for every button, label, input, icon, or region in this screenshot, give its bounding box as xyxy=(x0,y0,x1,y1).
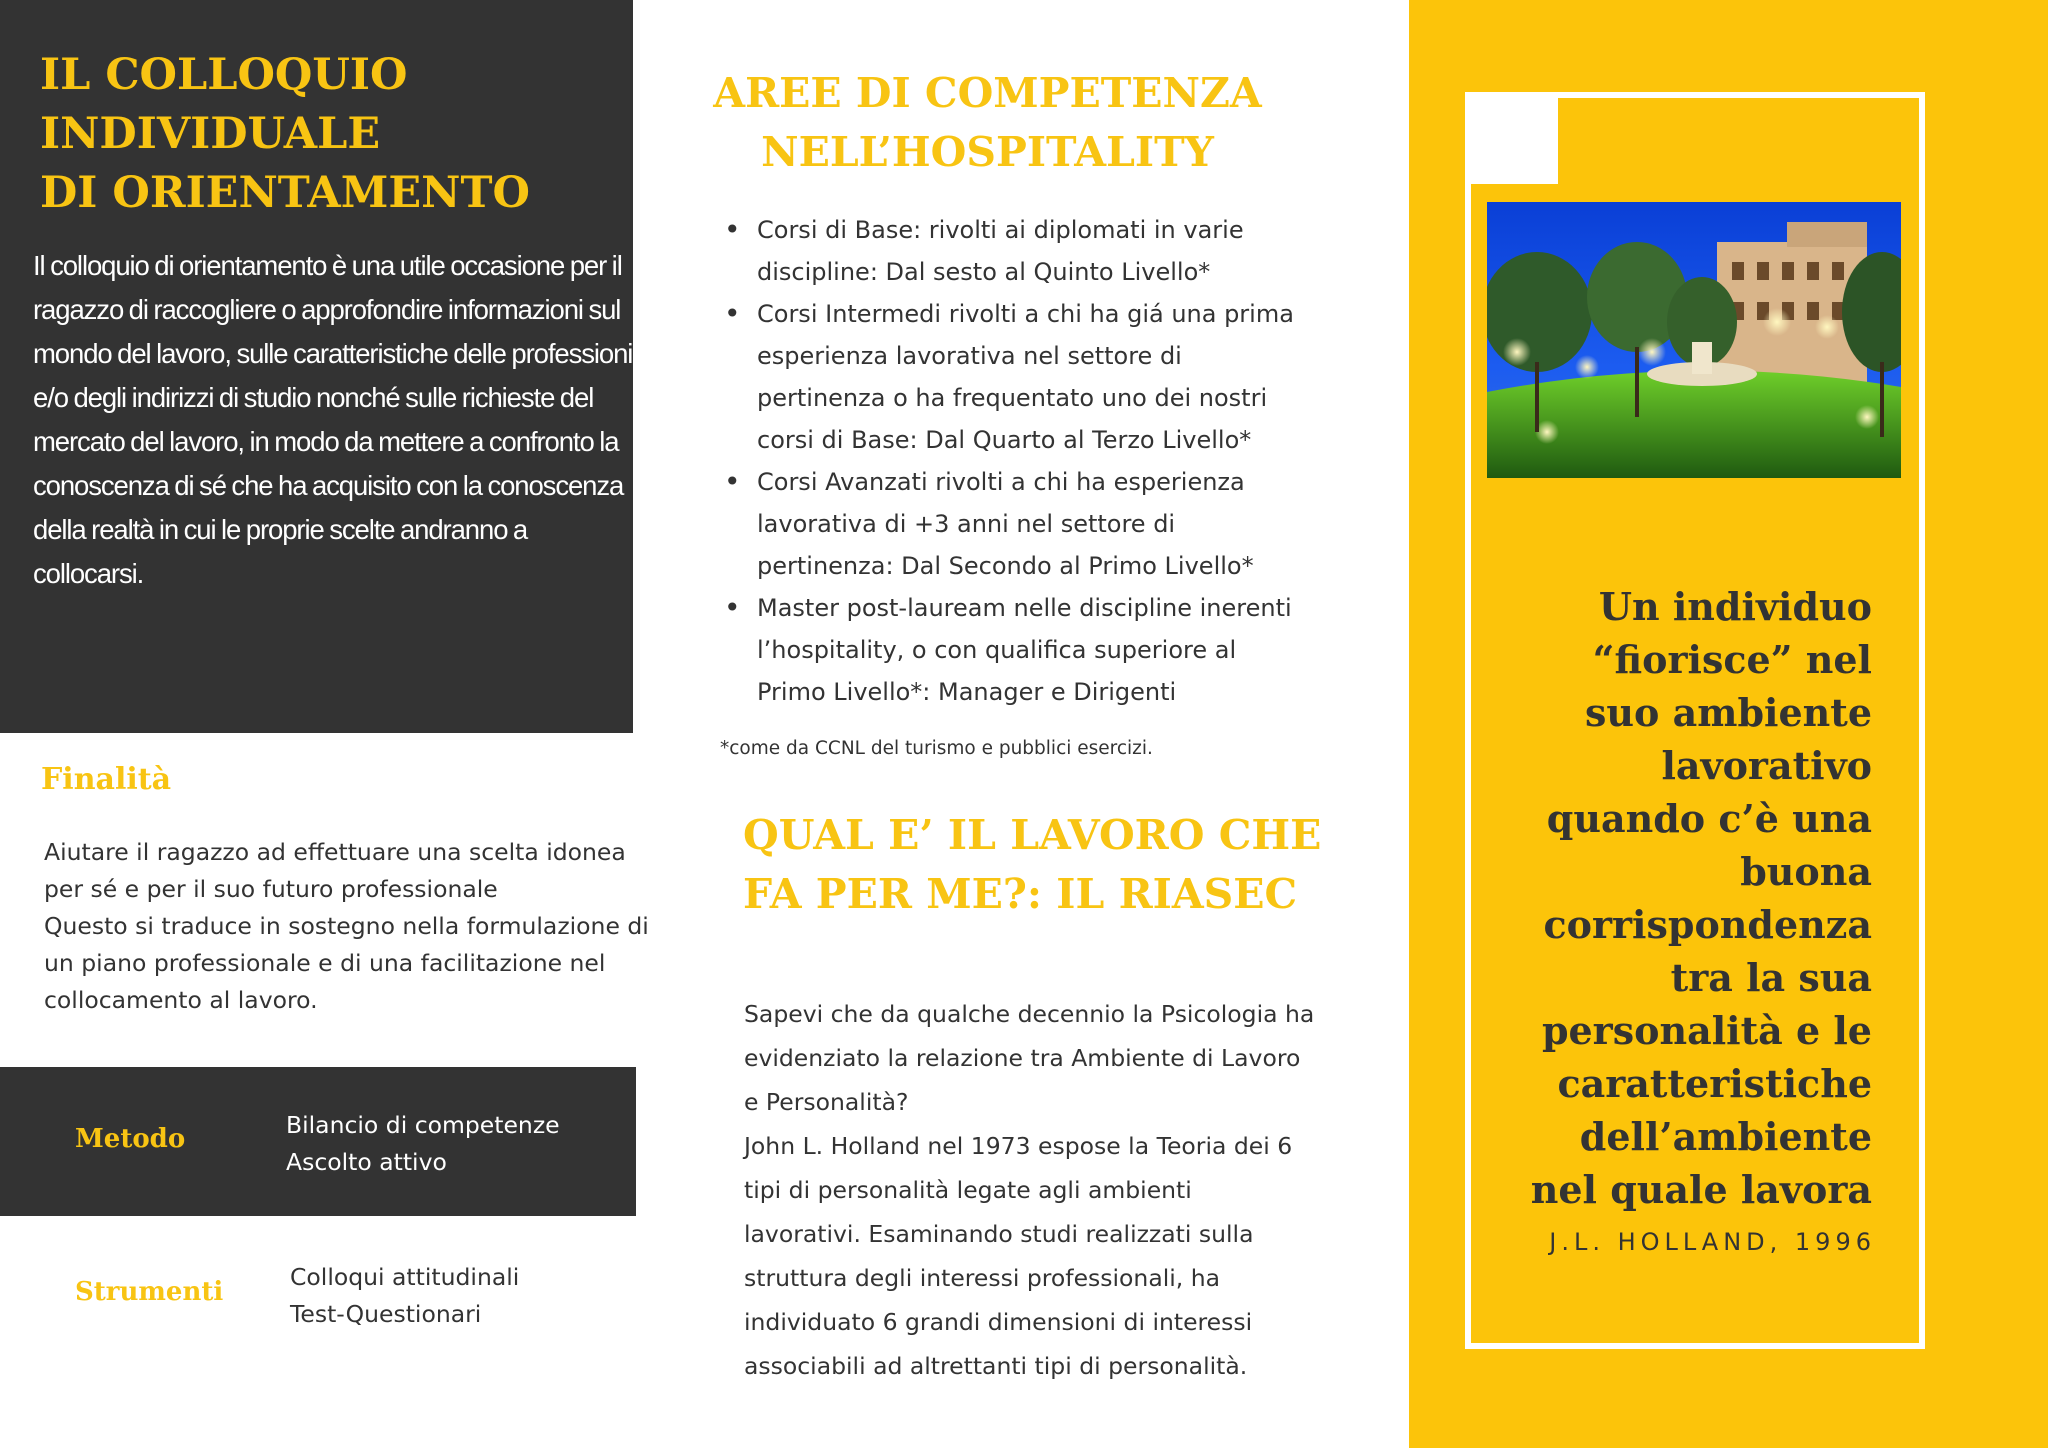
frame-notch xyxy=(1471,98,1558,184)
list-item-line: l’hospitality, o con qualifica superiore al xyxy=(757,636,1237,664)
strumenti-item: Colloqui attitudinali xyxy=(290,1263,520,1291)
list-item-line: corsi di Base: Dal Quarto al Terzo Livello* xyxy=(757,426,1252,454)
quote-line: suo ambiente xyxy=(1585,690,1872,735)
quote-line: dell’ambiente xyxy=(1579,1114,1872,1159)
quote-line: caratteristiche xyxy=(1557,1061,1872,1106)
list-item-line: • Corsi di Base: rivolti ai diplomati in varie xyxy=(757,216,1244,244)
riasec-line: lavorativi. Esaminando studi realizzati sulla xyxy=(744,1220,1254,1248)
riasec-line: individuato 6 grandi dimensioni di interessi xyxy=(744,1308,1253,1336)
metodo-label: Metodo xyxy=(75,1124,186,1154)
list-item-line: discipline: Dal sesto al Quinto Livello* xyxy=(757,258,1211,286)
main-title-line: IL COLLOQUIO xyxy=(40,50,408,100)
riasec-line: associabili ad altrettanti tipi di personalità. xyxy=(744,1352,1248,1380)
list-item-line: lavorativa di +3 anni nel settore di xyxy=(757,510,1176,538)
main-title-line: DI ORIENTAMENTO xyxy=(40,168,530,218)
riasec-paragraph xyxy=(744,992,1324,1388)
footnote: *come da CCNL del turismo e pubblici esercizi. xyxy=(720,738,1153,759)
hotel-garden-night-photo-icon xyxy=(1487,202,1901,478)
hotel-garden-photo xyxy=(1487,202,1901,478)
quote-line: personalità e le xyxy=(1541,1008,1872,1053)
intro-paragraph: Il colloquio di orientamento è una utile occasione per il ragazzo di raccogliere o approfondire informazioni sul mondo del lavoro, sulle caratteristiche delle professioni e/o degli indirizzi di studio nonché sulle richieste del mercato del lavoro, in modo da mettere a confronto la conoscenza di sé che ha acquisito con la conoscenza della realtà in cui le proprie scelte andranno a collocarsi. xyxy=(33,250,633,589)
list-item-line: pertinenza o ha frequentato uno dei nostri xyxy=(757,384,1268,412)
course-list xyxy=(757,209,1317,713)
main-title xyxy=(40,46,620,223)
metodo-list xyxy=(286,1107,560,1181)
list-item-line: • Corsi Intermedi rivolti a chi ha giá una prima xyxy=(757,300,1294,328)
metodo-item: Bilancio di competenze xyxy=(286,1111,560,1139)
quote-line: nel quale lavora xyxy=(1530,1167,1872,1212)
list-item xyxy=(757,293,1317,461)
main-title-line: INDIVIDUALE xyxy=(40,109,381,159)
list-item xyxy=(757,461,1317,587)
riasec-line: tipi di personalità legate agli ambienti xyxy=(744,1176,1192,1204)
metodo-item: Ascolto attivo xyxy=(286,1148,447,1176)
list-item xyxy=(757,587,1317,713)
finalita-line: collocamento al lavoro. xyxy=(44,986,318,1014)
quote-line: quando c’è una xyxy=(1546,796,1872,841)
strumenti-label: Strumenti xyxy=(75,1277,224,1307)
list-item-line: Primo Livello*: Manager e Dirigenti xyxy=(757,678,1177,706)
riasec-heading-line: QUAL E’ IL LAVORO CHE xyxy=(743,811,1322,859)
list-item-line: esperienza lavorativa nel settore di xyxy=(757,342,1182,370)
quote-line: Un individuo xyxy=(1598,584,1872,629)
finalita-paragraph xyxy=(44,834,649,1019)
quote-line: lavorativo xyxy=(1661,743,1872,788)
quote-line: tra la sua xyxy=(1670,955,1872,1000)
riasec-line: Sapevi che da qualche decennio la Psicologia ha xyxy=(744,1000,1315,1028)
competenze-heading xyxy=(700,64,1275,182)
quote-author: J.L. HOLLAND, 1996 xyxy=(1549,1228,1876,1256)
riasec-heading-line: FA PER ME?: IL RIASEC xyxy=(743,870,1298,918)
riasec-line: struttura degli interessi professionali, ha xyxy=(744,1264,1221,1292)
competenze-heading-line: NELL’HOSPITALITY xyxy=(761,128,1214,176)
list-item-line: • Master post-lauream nelle discipline inerenti xyxy=(757,594,1292,622)
quote-line: corrispondenza xyxy=(1543,902,1872,947)
riasec-heading xyxy=(743,806,1321,924)
list-item xyxy=(757,209,1317,293)
riasec-line: evidenziato la relazione tra Ambiente di Lavoro xyxy=(744,1044,1301,1072)
finalita-line: per sé e per il suo futuro professionale xyxy=(44,875,498,903)
quote-line: buona xyxy=(1740,849,1872,894)
strumenti-item: Test-Questionari xyxy=(290,1300,482,1328)
list-item-line: pertinenza: Dal Secondo al Primo Livello* xyxy=(757,552,1254,580)
finalita-line: Aiutare il ragazzo ad effettuare una scelta idonea xyxy=(44,838,626,866)
riasec-line: John L. Holland nel 1973 espose la Teoria dei 6 xyxy=(744,1132,1293,1160)
finalita-line: Questo si traduce in sostegno nella formulazione di xyxy=(44,912,649,940)
finalita-line: un piano professionale e di una facilitazione nel xyxy=(44,949,606,977)
quote-line: “fiorisce” nel xyxy=(1592,637,1872,682)
strumenti-list xyxy=(290,1259,519,1333)
riasec-line: e Personalità? xyxy=(744,1088,909,1116)
list-item-line: • Corsi Avanzati rivolti a chi ha esperienza xyxy=(757,468,1245,496)
competenze-heading-line: AREE DI COMPETENZA xyxy=(713,69,1262,117)
quote-text xyxy=(1470,580,1872,1216)
finalita-heading: Finalità xyxy=(41,762,172,797)
